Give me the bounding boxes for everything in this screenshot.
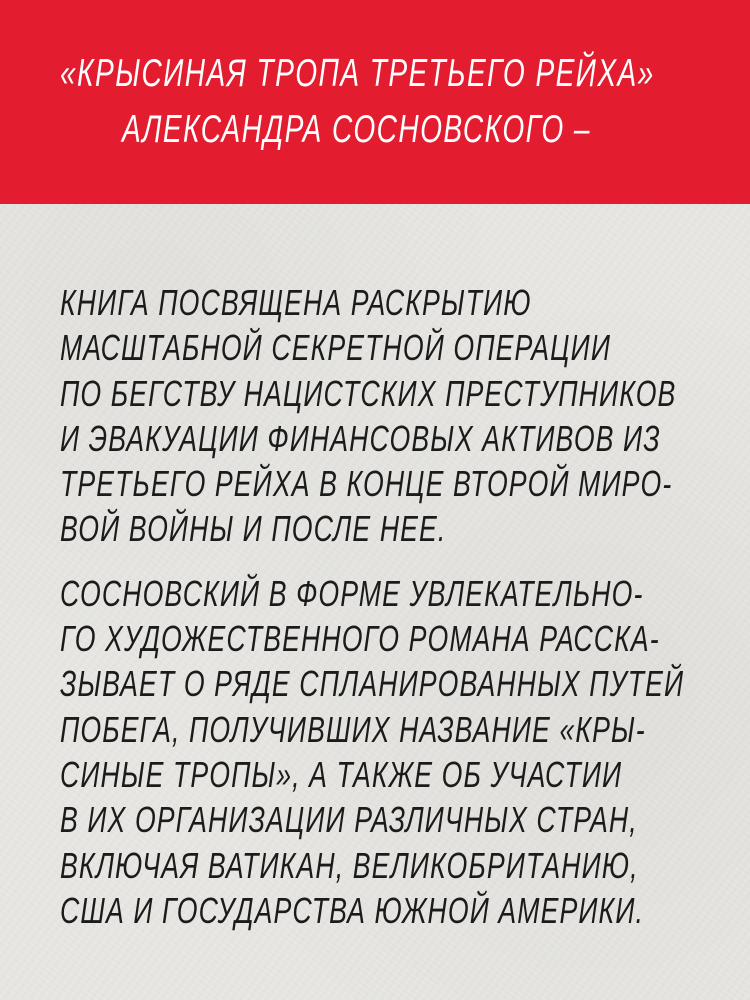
text-line: И ЭВАКУАЦИИ ФИНАНСОВЫХ АКТИВОВ ИЗ — [60, 417, 661, 459]
text-line: ЗЫВАЕТ О РЯДЕ СПЛАНИРОВАННЫХ ПУТЕЙ — [60, 663, 685, 705]
text-line: ТРЕТЬЕГО РЕЙХА В КОНЦЕ ВТОРОЙ МИРО- — [60, 463, 673, 505]
text-line: США И ГОСУДАРСТВА ЮЖНОЙ АМЕРИКИ. — [60, 889, 645, 931]
text-line: МАСШТАБНОЙ СЕКРЕТНОЙ ОПЕРАЦИИ — [60, 327, 611, 369]
title-banner — [0, 0, 750, 204]
text-line: ПОБЕГА, ПОЛУЧИВШИХ НАЗВАНИЕ «КРЫ- — [60, 708, 646, 750]
banner-title-line: «КРЫСИНАЯ ТРОПА ТРЕТЬЕГО РЕЙХА» — [60, 52, 655, 95]
text-line: ГО ХУДОЖЕСТВЕННОГО РОМАНА РАССКА- — [60, 618, 660, 660]
description-text — [60, 280, 700, 933]
paragraph-2 — [60, 571, 700, 933]
banner-author-line: АЛЕКСАНДРА СОСНОВСКОГО – — [122, 108, 591, 151]
text-line: В ИХ ОРГАНИЗАЦИИ РАЗЛИЧНЫХ СТРАН, — [60, 799, 638, 841]
text-line: СОСНОВСКИЙ В ФОРМЕ УВЛЕКАТЕЛЬНО- — [60, 572, 644, 614]
text-line: ВОЙ ВОЙНЫ И ПОСЛЕ НЕЕ. — [60, 508, 447, 550]
text-line: СИНЫЕ ТРОПЫ», А ТАКЖЕ ОБ УЧАСТИИ — [60, 753, 623, 795]
text-line: ПО БЕГСТВУ НАЦИСТСКИХ ПРЕСТУПНИКОВ — [60, 372, 677, 414]
text-line: ВКЛЮЧАЯ ВАТИКАН, ВЕЛИКОБРИТАНИЮ, — [60, 844, 639, 886]
paragraph-1 — [60, 280, 700, 552]
text-line: КНИГА ПОСВЯЩЕНА РАСКРЫТИЮ — [60, 282, 532, 323]
